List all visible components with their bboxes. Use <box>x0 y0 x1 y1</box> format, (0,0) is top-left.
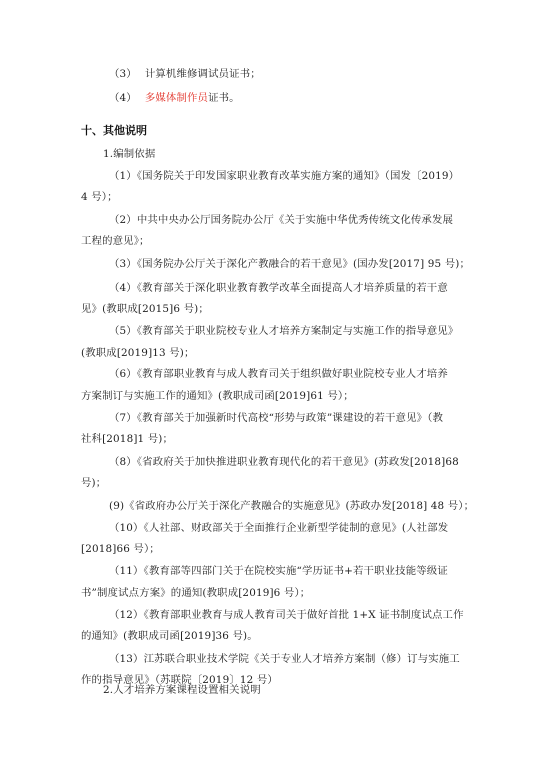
reference-line: （5）《教育部关于职业院校专业人才培养方案制定与实施工作的指导意见》 <box>109 325 459 337</box>
reference-line: [2018]66 号）； <box>81 543 160 555</box>
reference-line: 工程的意见》； <box>81 235 150 247</box>
reference-line: (教职成[2019]13 号)； <box>81 347 195 359</box>
reference-line: （3）《国务院办公厅关于深化产教融合的若干意见》(国办发[2017] 95 号)； <box>109 258 470 270</box>
cert-item-4-number: （4） <box>109 92 137 104</box>
reference-line: 的通知》(教职成司函[2019]36 号)。 <box>81 630 258 642</box>
reference-line: （11）《教育部等四部门关于在院校实施“学历证书+若干职业技能等级证 <box>109 565 448 577</box>
reference-line: 社科[2018]1 号)； <box>81 433 174 445</box>
reference-line: 见》(教职成[2015]6 号)； <box>81 303 209 315</box>
reference-line: 4 号）； <box>81 191 118 203</box>
reference-line: （8）《省政府关于加快推进职业教育现代化的若干意见》(苏政发[2018]68 <box>109 456 459 468</box>
cert-item-3-text: 计算机维修调试员证书； <box>144 68 261 80</box>
section-title: 十、其他说明 <box>81 124 147 137</box>
reference-line: 号)； <box>81 477 107 489</box>
reference-line: （4）《教育部关于深化职业教育教学改革全面提高人才培养质量的若干意 <box>109 282 448 294</box>
reference-line: (9)《省政府办公厅关于深化产教融合的实施意见》(苏政办发[2018] 48 号）； <box>109 500 475 512</box>
reference-line: （7）《教育部关于加强新时代高校“形势与政策”课建设的若干意见》（教 <box>109 412 444 424</box>
cert-item-4-highlight: 多媒体制作员 <box>144 92 209 104</box>
cert-item-4-text: 证书。 <box>208 92 240 104</box>
subsection-1-title: 1.编制依据 <box>103 148 156 160</box>
cert-item-3 <box>109 67 261 81</box>
reference-line: 作的指导意见》（苏联院〔2019〕12 号） <box>81 674 278 686</box>
reference-line: （13）江苏联合职业技术学院《关于专业人才培养方案制（修）订与实施工 <box>109 653 460 665</box>
subsection-2-title: 2.人才培养方案课程设置相关说明 <box>103 684 261 696</box>
reference-line: 方案制订与实施工作的通知》(教职成司函[2019]61 号）； <box>81 390 354 402</box>
reference-line: 书”制度试点方案》的通知(教职成[2019]6 号）； <box>81 587 311 599</box>
reference-line: （10）《人社部、财政部关于全面推行企业新型学徒制的意见》(人社部发 <box>109 522 449 534</box>
cert-item-3-number: （3） <box>109 68 137 80</box>
reference-line: （6）《教育部职业教育与成人教育司关于组织做好职业院校专业人才培养 <box>109 368 448 380</box>
reference-line: （12）《教育部职业教育与成人教育司关于做好首批 1+X 证书制度试点工作 <box>109 609 464 621</box>
reference-line: （2）中共中央办公厅国务院办公厅《关于实施中华优秀传统文化传承发展 <box>109 214 454 226</box>
reference-line: （1）《国务院关于印发国家职业教育改革实施方案的通知》（国发〔2019） <box>109 170 460 182</box>
cert-item-4 <box>109 91 240 105</box>
